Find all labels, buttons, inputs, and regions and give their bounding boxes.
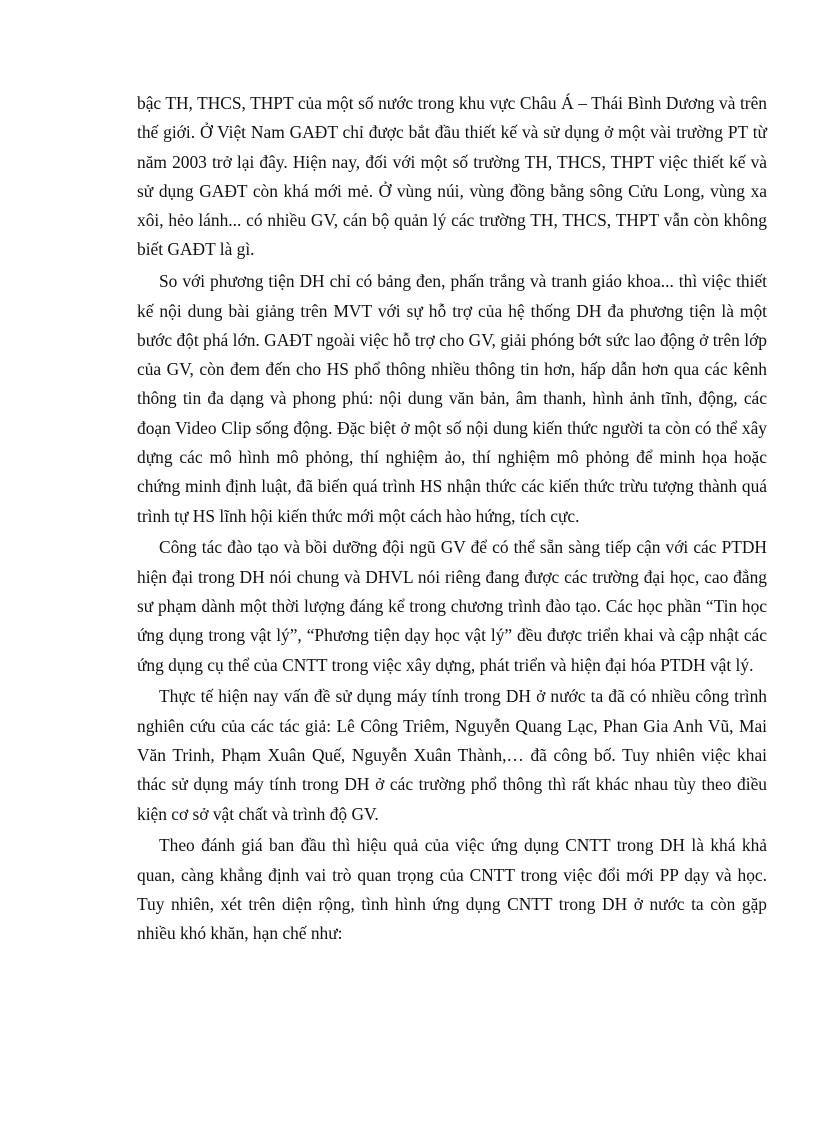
paragraph-evaluation: Theo đánh giá ban đầu thì hiệu quả của việc ứng dụng CNTT trong DH là khá khả quan, càng khẳng định vai trò quan trọng của CNTT trong việc đổi mới PP dạy và học. Tuy nhiên, xét trên diện rộng, tình hình ứng dụng CNTT trong DH ở nước ta còn gặp nhiều khó khăn, hạn chế như: bbox=[137, 835, 767, 944]
paragraph-research-status: Thực tế hiện nay vấn đề sử dụng máy tính trong DH ở nước ta đã có nhiều công trình nghiên cứu của các tác giả: Lê Công Triêm, Nguyễn Quang Lạc, Phan Gia Anh Vũ, Mai Văn Trinh, Phạm Xuân Quế, Nguyễn Xuân Thành,… đã công bố. Tuy nhiên việc khai thác sử dụng máy tính trong DH ở các trường phổ thông thì rất khác nhau tùy theo điều kiện cơ sở vật chất và trình độ GV. bbox=[137, 686, 767, 824]
paragraph-multimedia-teaching: So với phương tiện DH chỉ có bảng đen, phấn trắng và tranh giáo khoa... thì việc thiết kế nội dung bài giảng trên MVT với sự hỗ trợ của hệ thống DH đa phương tiện là một bước đột phá lớn. GAĐT ngoài việc hỗ trợ cho GV, giải phóng bớt sức lao động ở trên lớp của GV, còn đem đến cho HS phổ thông nhiều thông tin hơn, hấp dẫn hơn qua các kênh thông tin đa dạng và phong phú: nội dung văn bản, âm thanh, hình ảnh tĩnh, động, các đoạn Video Clip sống động. Đặc biệt ở một số nội dung kiến thức người ta còn có thể xây dựng các mô hình mô phỏng, thí nghiệm ảo, thí nghiệm mô phỏng để minh họa hoặc chứng minh định luật, đã biến quá trình HS nhận thức các kiến thức trừu tượng thành quá trình tự HS lĩnh hội kiến thức mới một cách hào hứng, tích cực. bbox=[137, 271, 767, 526]
paragraph-continuation: bậc TH, THCS, THPT của một số nước trong khu vực Châu Á – Thái Bình Dương và trên thế giới. Ở Việt Nam GAĐT chỉ được bắt đầu thiết kế và sử dụng ở một vài trường PT từ năm 2003 trở lại đây. Hiện nay, đối với một số trường TH, THCS, THPT việc thiết kế và sử dụng GAĐT còn khá mới mẻ. Ở vùng núi, vùng đồng bằng sông Cửu Long, vùng xa xôi, hẻo lánh... có nhiều GV, cán bộ quản lý các trường TH, THCS, THPT vẫn còn không biết GAĐT là gì. bbox=[137, 93, 767, 260]
paragraph-teacher-training: Công tác đào tạo và bồi dưỡng đội ngũ GV để có thể sẵn sàng tiếp cận với các PTDH hiện đại trong DH nói chung và DHVL nói riêng đang được các trường đại học, cao đẳng sư phạm dành một thời lượng đáng kể trong chương trình đào tạo. Các học phần “Tin học ứng dụng trong vật lý”, “Phương tiện dạy học vật lý” đều được triển khai và cập nhật các ứng dụng cụ thể của CNTT trong việc xây dựng, phát triển và hiện đại hóa PTDH vật lý. bbox=[137, 537, 767, 675]
body-text bbox=[137, 89, 767, 951]
